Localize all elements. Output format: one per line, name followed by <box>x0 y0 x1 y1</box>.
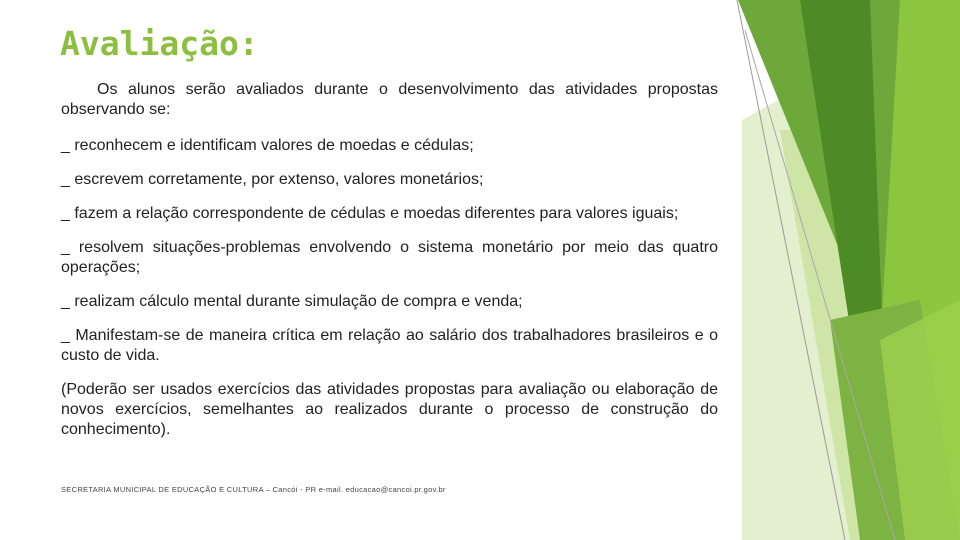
criteria-item: _ escrevem corretamente, por extenso, valores monetários; <box>61 171 484 188</box>
footer-text: SECRETARIA MUNICIPAL DE EDUCAÇÃO E CULTURA – Cancói - PR e-mail. educacao@cancoi.pr.gov.br <box>61 485 446 494</box>
intro-paragraph: Os alunos serão avaliados durante o desenvolvimento das atividades propostas observando se: <box>61 81 718 118</box>
slide-title: Avaliação: <box>60 24 259 63</box>
note-paragraph: (Poderão ser usados exercícios das atividades propostas para avaliação ou elaboração de novos exercícios, semelhantes ao realizados durante o processo de construção do conhecimento). <box>61 381 718 438</box>
criteria-item: _ resolvem situações-problemas envolvendo o sistema monetário por meio das quatro operações; <box>61 239 718 276</box>
criteria-item: _ Manifestam-se de maneira crítica em relação ao salário dos trabalhadores brasileiros e o custo de vida. <box>61 327 718 364</box>
slide-body <box>61 80 718 454</box>
criteria-item: _ realizam cálculo mental durante simulação de compra e venda; <box>61 293 523 310</box>
criteria-item: _ fazem a relação correspondente de cédulas e moedas diferentes para valores iguais; <box>61 205 679 222</box>
criteria-item: _ reconhecem e identificam valores de moedas e cédulas; <box>61 137 474 154</box>
